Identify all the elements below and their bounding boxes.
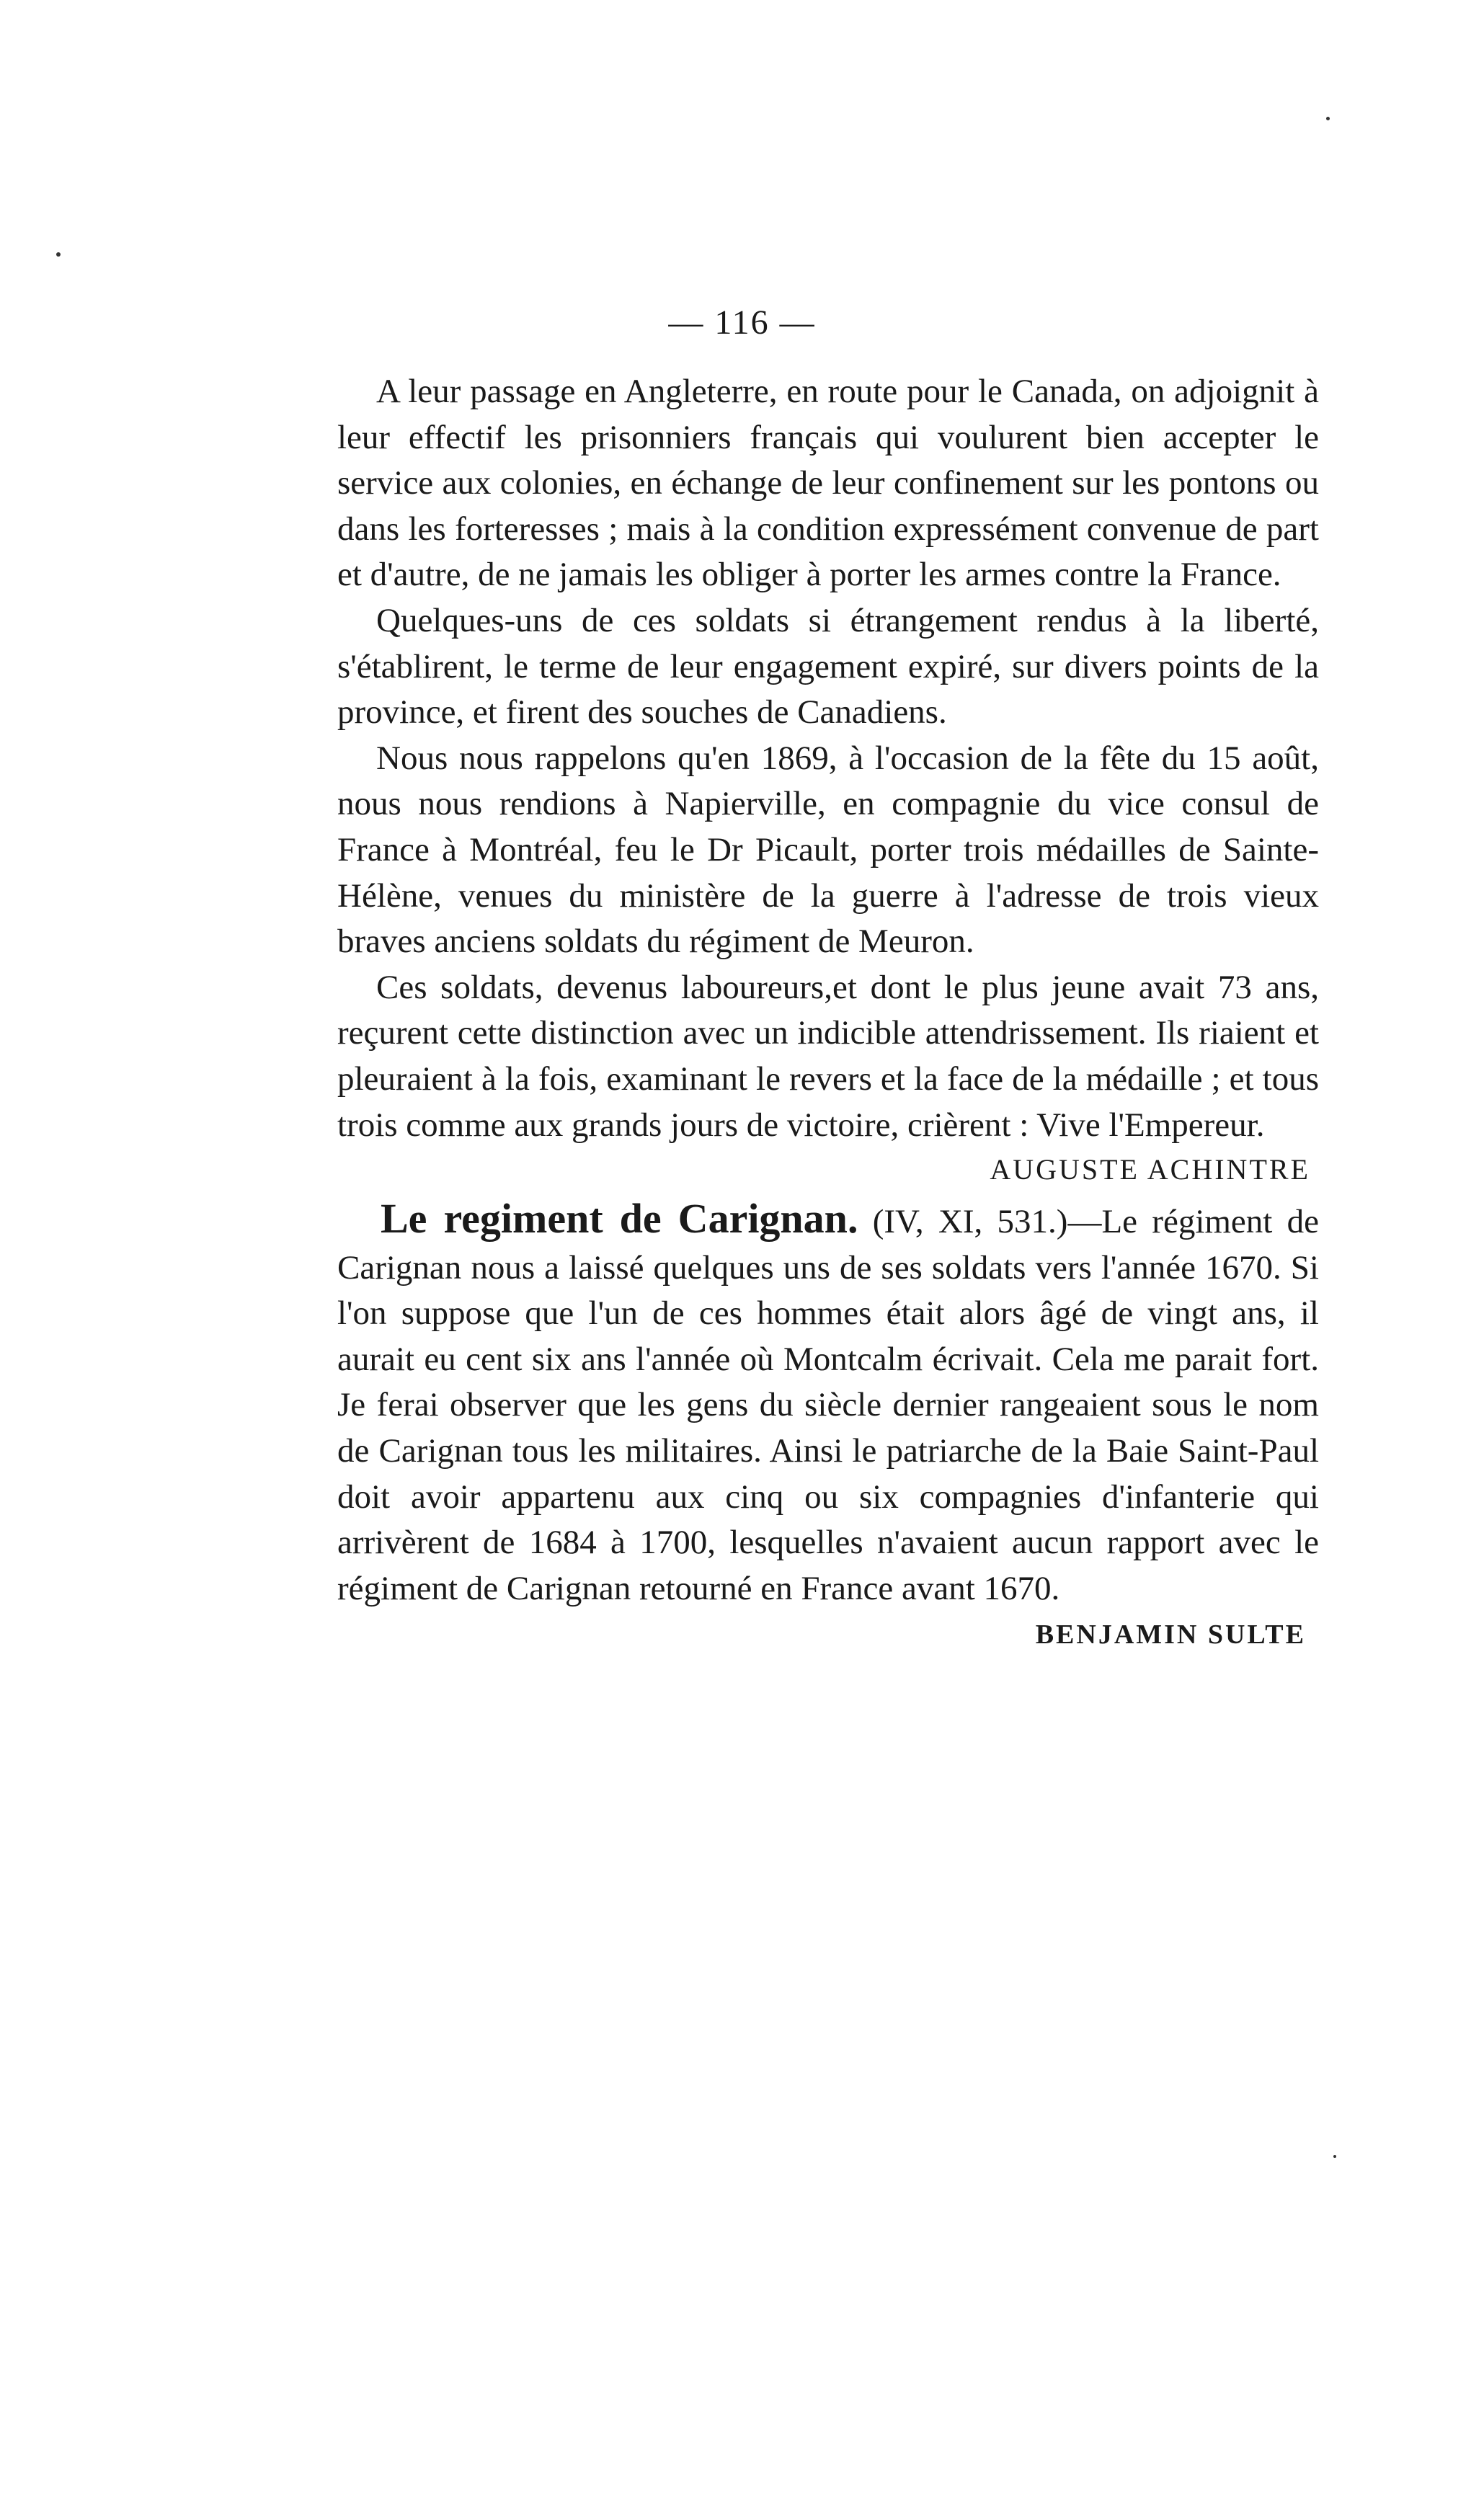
print-speck: [1326, 117, 1330, 120]
paragraph-1: A leur passage en Angleterre, en route pour le Canada, on adjoignit à leur effectif les prisonniers français qui voulurent bien accepter le service aux colonies, en échange de leur confinement sur les pontons ou dans les forteresses ; mais à la condition expressément convenue de part et d'autre, de ne jamais les obliger à porter les armes contre la France.: [337, 373, 1319, 594]
paragraph-4: Ces soldats, devenus laboureurs,et dont le plus jeune avait 73 ans, reçurent cette distinction avec un indicible attendrissement. Ils riaient et pleuraient à la fois, examinant le revers et la face de la médaille ; et tous trois comme aux grands jours de victoire, crièrent : Vive l'Empereur.: [337, 968, 1319, 1144]
print-speck: [1333, 2155, 1336, 2158]
paragraph-3: Nous nous rappelons qu'en 1869, à l'occasion de la fête du 15 août, nous nous rendions à Napierville, en compagnie du vice consul de France à Montréal, feu le Dr Picault, porter trois médailles de Sainte-Hélène, venues du ministère de la guerre à l'adresse de trois vieux braves anciens soldats du régiment de Meuron.: [337, 739, 1319, 961]
section-title: Le regiment de Carignan.: [381, 1195, 858, 1243]
section-text: (IV, XI, 531.)—Le régiment de Carignan nous a laissé quelques uns de ses soldats vers l'année 1670. Si l'on suppose que l'un de ces hommes était alors âgé de vingt ans, il aurait eu cent six ans l'année où Montcalm écrivait. Cela me parait fort. Je ferai observer que les gens du siècle dernier rangeaient sous le nom de Carignan tous les militaires. Ainsi le patriarche de la Baie Saint-Paul doit avoir appartenu aux cinq ou six compagnies d'infanterie qui arrivèrent de 1684 à 1700, lesquelles n'avaient aucun rapport avec le régiment de Carignan retourné en France avant 1670.: [337, 1203, 1319, 1607]
page-number: — 116 —: [668, 303, 816, 342]
signature-achintre: AUGUSTE ACHINTRE: [990, 1153, 1310, 1186]
page-body: [337, 369, 1319, 1656]
section-carignan: [337, 1196, 1319, 1612]
signature-sulte: BENJAMIN SULTE: [1035, 1619, 1306, 1650]
print-speck: [56, 252, 61, 257]
paragraph-2: Quelques-uns de ces soldats si étrangement rendus à la liberté, s'établirent, le terme de leur engagement expiré, sur divers points de la province, et firent des souches de Canadiens.: [337, 601, 1319, 732]
